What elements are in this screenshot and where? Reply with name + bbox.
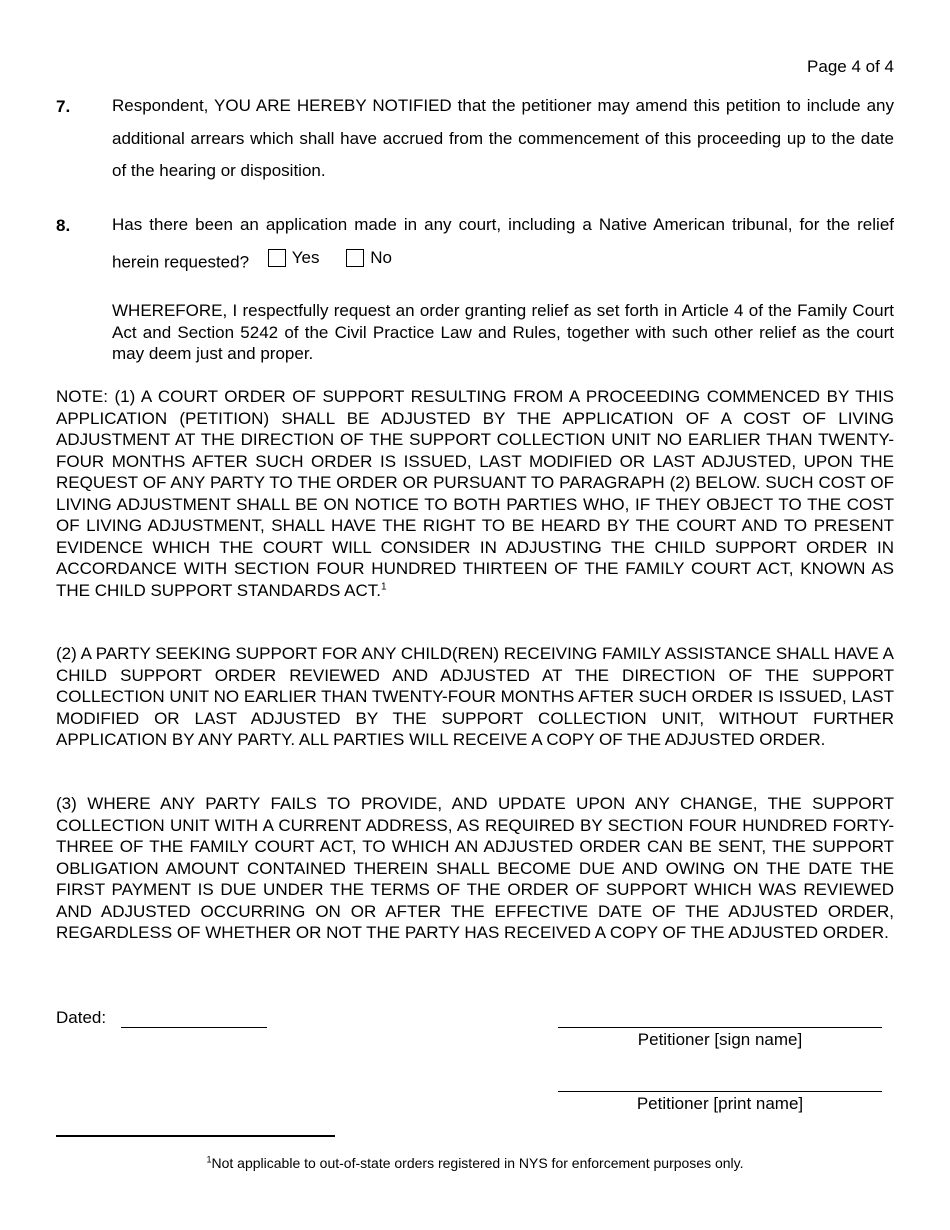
print-name-label: Petitioner [print name] <box>636 1094 804 1113</box>
dated-input-line[interactable] <box>121 1027 267 1028</box>
footnote <box>0 1155 950 1171</box>
dated-label: Dated: <box>56 1008 107 1027</box>
item-7-text: Respondent, YOU ARE HEREBY NOTIFIED that the petitioner may amend this petition to include any additional arrears which shall have accrued from the commencement of this proceeding up to the date of the hearing or disposition. <box>112 96 894 180</box>
item-7-number: 7. <box>56 97 71 116</box>
item-8-block <box>112 209 894 278</box>
footnote-divider <box>56 1135 335 1137</box>
page-number: Page 4 of 4 <box>807 57 894 76</box>
sign-name-line[interactable] <box>558 1027 882 1028</box>
note-1-text: NOTE: (1) A COURT ORDER OF SUPPORT RESULTING FROM A PROCEEDING COMMENCED BY THIS APPLICATION (PETITION) SHALL BE ADJUSTED BY THE APPLICATION OF A COST OF LIVING ADJUSTMENT AT THE DIRECTION OF THE SUPPORT COLLECTION UNIT NO EARLIER THAN TWENTY-FOUR MONTHS AFTER SUCH ORDER IS ISSUED, LAST MODIFIED OR LAST ADJUSTED, UPON THE REQUEST OF ANY PARTY TO THE ORDER OR PURSUANT TO PARAGRAPH (2) BELOW. SUCH COST OF LIVING ADJUSTMENT SHALL BE ON NOTICE TO BOTH PARTIES WHO, IF THEY OBJECT TO THE COST OF LIVING ADJUSTMENT, SHALL HAVE THE RIGHT TO BE HEARD BY THE COURT AND TO PRESENT EVIDENCE WHICH THE COURT WILL CONSIDER IN ADJUSTING THE CHILD SUPPORT ORDER IN ACCORDANCE WITH SECTION FOUR HUNDRED THIRTEEN OF THE FAMILY COURT ACT, KNOWN AS THE CHILD SUPPORT STANDARDS ACT. <box>56 387 894 600</box>
yes-option[interactable] <box>268 242 342 275</box>
no-checkbox[interactable] <box>346 249 364 267</box>
footnote-text: Not applicable to out-of-state orders registered in NYS for enforcement purposes only. <box>211 1155 744 1171</box>
footnote-ref: 1 <box>380 580 387 592</box>
no-label: No <box>370 247 392 267</box>
yes-checkbox[interactable] <box>268 249 286 267</box>
yes-label: Yes <box>291 247 320 267</box>
note-paragraph-2: (2) A PARTY SEEKING SUPPORT FOR ANY CHILD(REN) RECEIVING FAMILY ASSISTANCE SHALL HAVE A CHILD SUPPORT ORDER REVIEWED AND ADJUSTED AT THE DIRECTION OF THE SUPPORT COLLECTION UNIT NO EARLIER THAN TWENTY-FOUR MONTHS AFTER SUCH ORDER IS ISSUED, LAST MODIFIED OR LAST ADJUSTED BY THE SUPPORT COLLECTION UNIT, WITHOUT FURTHER APPLICATION BY ANY PARTY. ALL PARTIES WILL RECEIVE A COPY OF THE ADJUSTED ORDER. <box>56 644 894 749</box>
sign-name-label: Petitioner [sign name] <box>637 1030 803 1049</box>
item-8-number: 8. <box>56 216 71 235</box>
note-paragraph-3: (3) WHERE ANY PARTY FAILS TO PROVIDE, AND UPDATE UPON ANY CHANGE, THE SUPPORT COLLECTION UNIT WITH A CURRENT ADDRESS, AS REQUIRED BY SECTION FOUR HUNDRED FORTY-THREE OF THE FAMILY COURT ACT, TO WHICH AN ADJUSTED ORDER CAN BE SENT, THE SUPPORT OBLIGATION AMOUNT CONTAINED THEREIN SHALL BECOME DUE AND OWING ON THE DATE THE FIRST PAYMENT IS DUE UNDER THE TERMS OF THE ORDER OF SUPPORT WHICH WAS REVIEWED AND ADJUSTED OCCURRING ON OR AFTER THE EFFECTIVE DATE OF THE ADJUSTED ORDER, REGARDLESS OF WHETHER OR NOT THE PARTY HAS RECEIVED A COPY OF THE ADJUSTED ORDER. <box>56 794 894 942</box>
print-name-line[interactable] <box>558 1091 882 1092</box>
item-8-text: Has there been an application made in any court, including a Native American tribunal, for the relief herein requested? <box>112 215 894 271</box>
note-paragraph-1 <box>56 386 894 601</box>
wherefore-paragraph: WHEREFORE, I respectfully request an order granting relief as set forth in Article 4 of the Family Court Act and Section 5242 of the Civil Practice Law and Rules, together with such other relief as the court may deem just and proper. <box>112 301 894 363</box>
footnote-marker: 1 <box>206 1154 212 1165</box>
no-option[interactable] <box>346 242 392 275</box>
